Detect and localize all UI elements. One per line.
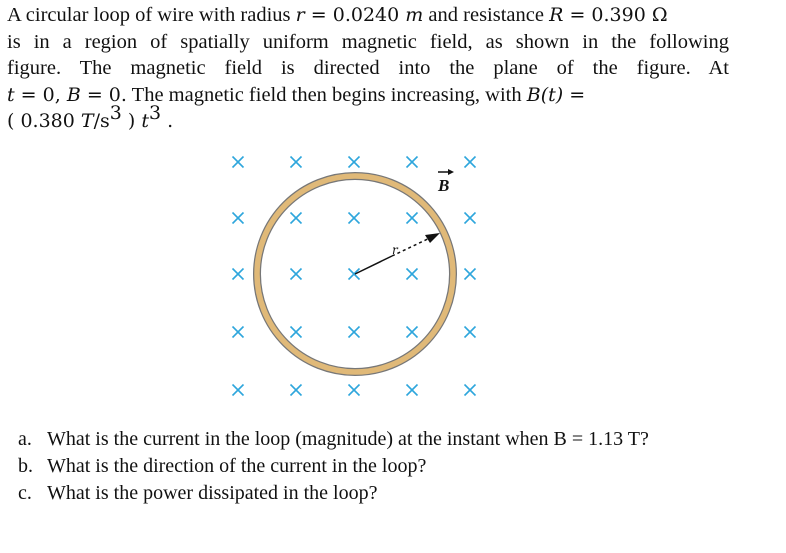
radius-value: = 0.0240 [304, 4, 406, 26]
question-text: What is the direction of the current in the loop? [47, 455, 427, 477]
question-text: What is the power dissipated in the loop? [47, 482, 378, 504]
field-cross-icon [407, 327, 418, 338]
question-list [18, 426, 748, 507]
field-cross-icon [233, 213, 244, 224]
problem-line-3: figure. The magnetic field is directed into the plane of the figure. At [7, 57, 729, 79]
question-label: b. [18, 455, 33, 477]
field-cross-icon [349, 269, 360, 280]
field-cross-icon [349, 157, 360, 168]
time-symbol: t [7, 83, 15, 106]
radius-line-solid [355, 256, 392, 274]
field-cross-icon [233, 385, 244, 396]
per-second-unit: /s [93, 110, 110, 132]
problem-statement [7, 2, 729, 135]
field-cross-icon [291, 385, 302, 396]
equals-sign: = [563, 83, 586, 106]
period: . [161, 110, 174, 132]
text-segment: A circular loop of wire with radius [7, 4, 296, 26]
field-cross-icon [349, 327, 360, 338]
figure-canvas [220, 146, 500, 406]
field-symbol: B [66, 83, 81, 106]
radius-arrowhead [425, 233, 440, 243]
radius-symbol: r [295, 4, 305, 26]
field-cross-icon [407, 385, 418, 396]
resistance-symbol: R [549, 4, 564, 26]
question-a [18, 426, 748, 453]
problem-line-5 [7, 102, 729, 135]
tesla-unit: T [80, 110, 94, 132]
field-cross-icon [407, 269, 418, 280]
problem-line-1 [7, 2, 729, 29]
unit-exponent: 3 [109, 102, 122, 124]
field-initial-value: = 0. [80, 83, 127, 106]
question-label: a. [18, 428, 32, 450]
field-cross-icon [233, 327, 244, 338]
field-cross-icon [349, 213, 360, 224]
field-function: B(t) [526, 83, 564, 106]
radius-label: r [392, 243, 398, 257]
field-cross-icon [233, 269, 244, 280]
question-b [18, 453, 748, 480]
question-text: What is the current in the loop (magnitude) at the instant when B = 1.13 T? [47, 428, 649, 450]
question-c [18, 480, 748, 507]
field-cross-icon [407, 213, 418, 224]
radius-unit: m [405, 4, 424, 26]
field-cross-icon [291, 157, 302, 168]
problem-line-2: is in a region of spatially uniform magnetic field, as shown in the following [7, 30, 729, 53]
field-coefficient: ( 0.380 [7, 110, 81, 132]
field-cross-icon [349, 385, 360, 396]
time-value: = 0, [14, 83, 67, 106]
time-exponent: 3 [148, 102, 162, 124]
field-cross-icon [407, 157, 418, 168]
question-label: c. [18, 482, 32, 504]
field-vector-label: B [438, 176, 450, 195]
time-symbol: t [141, 110, 149, 132]
text-segment: The magnetic field then begins increasing, with [126, 83, 527, 106]
close-paren: ) [121, 110, 142, 132]
field-cross-icon [465, 269, 476, 280]
resistance-value: = 0.390 Ω [563, 4, 668, 26]
text-segment: and resistance [423, 4, 550, 26]
field-cross-icon [291, 213, 302, 224]
field-cross-icon [291, 269, 302, 280]
field-cross-icon [465, 385, 476, 396]
field-cross-icon [233, 157, 244, 168]
field-cross-icon [465, 327, 476, 338]
field-cross-icon [291, 327, 302, 338]
field-cross-icon [465, 157, 476, 168]
vector-arrowhead [448, 169, 454, 175]
magnetic-field-figure [220, 146, 500, 406]
field-cross-icon [465, 213, 476, 224]
